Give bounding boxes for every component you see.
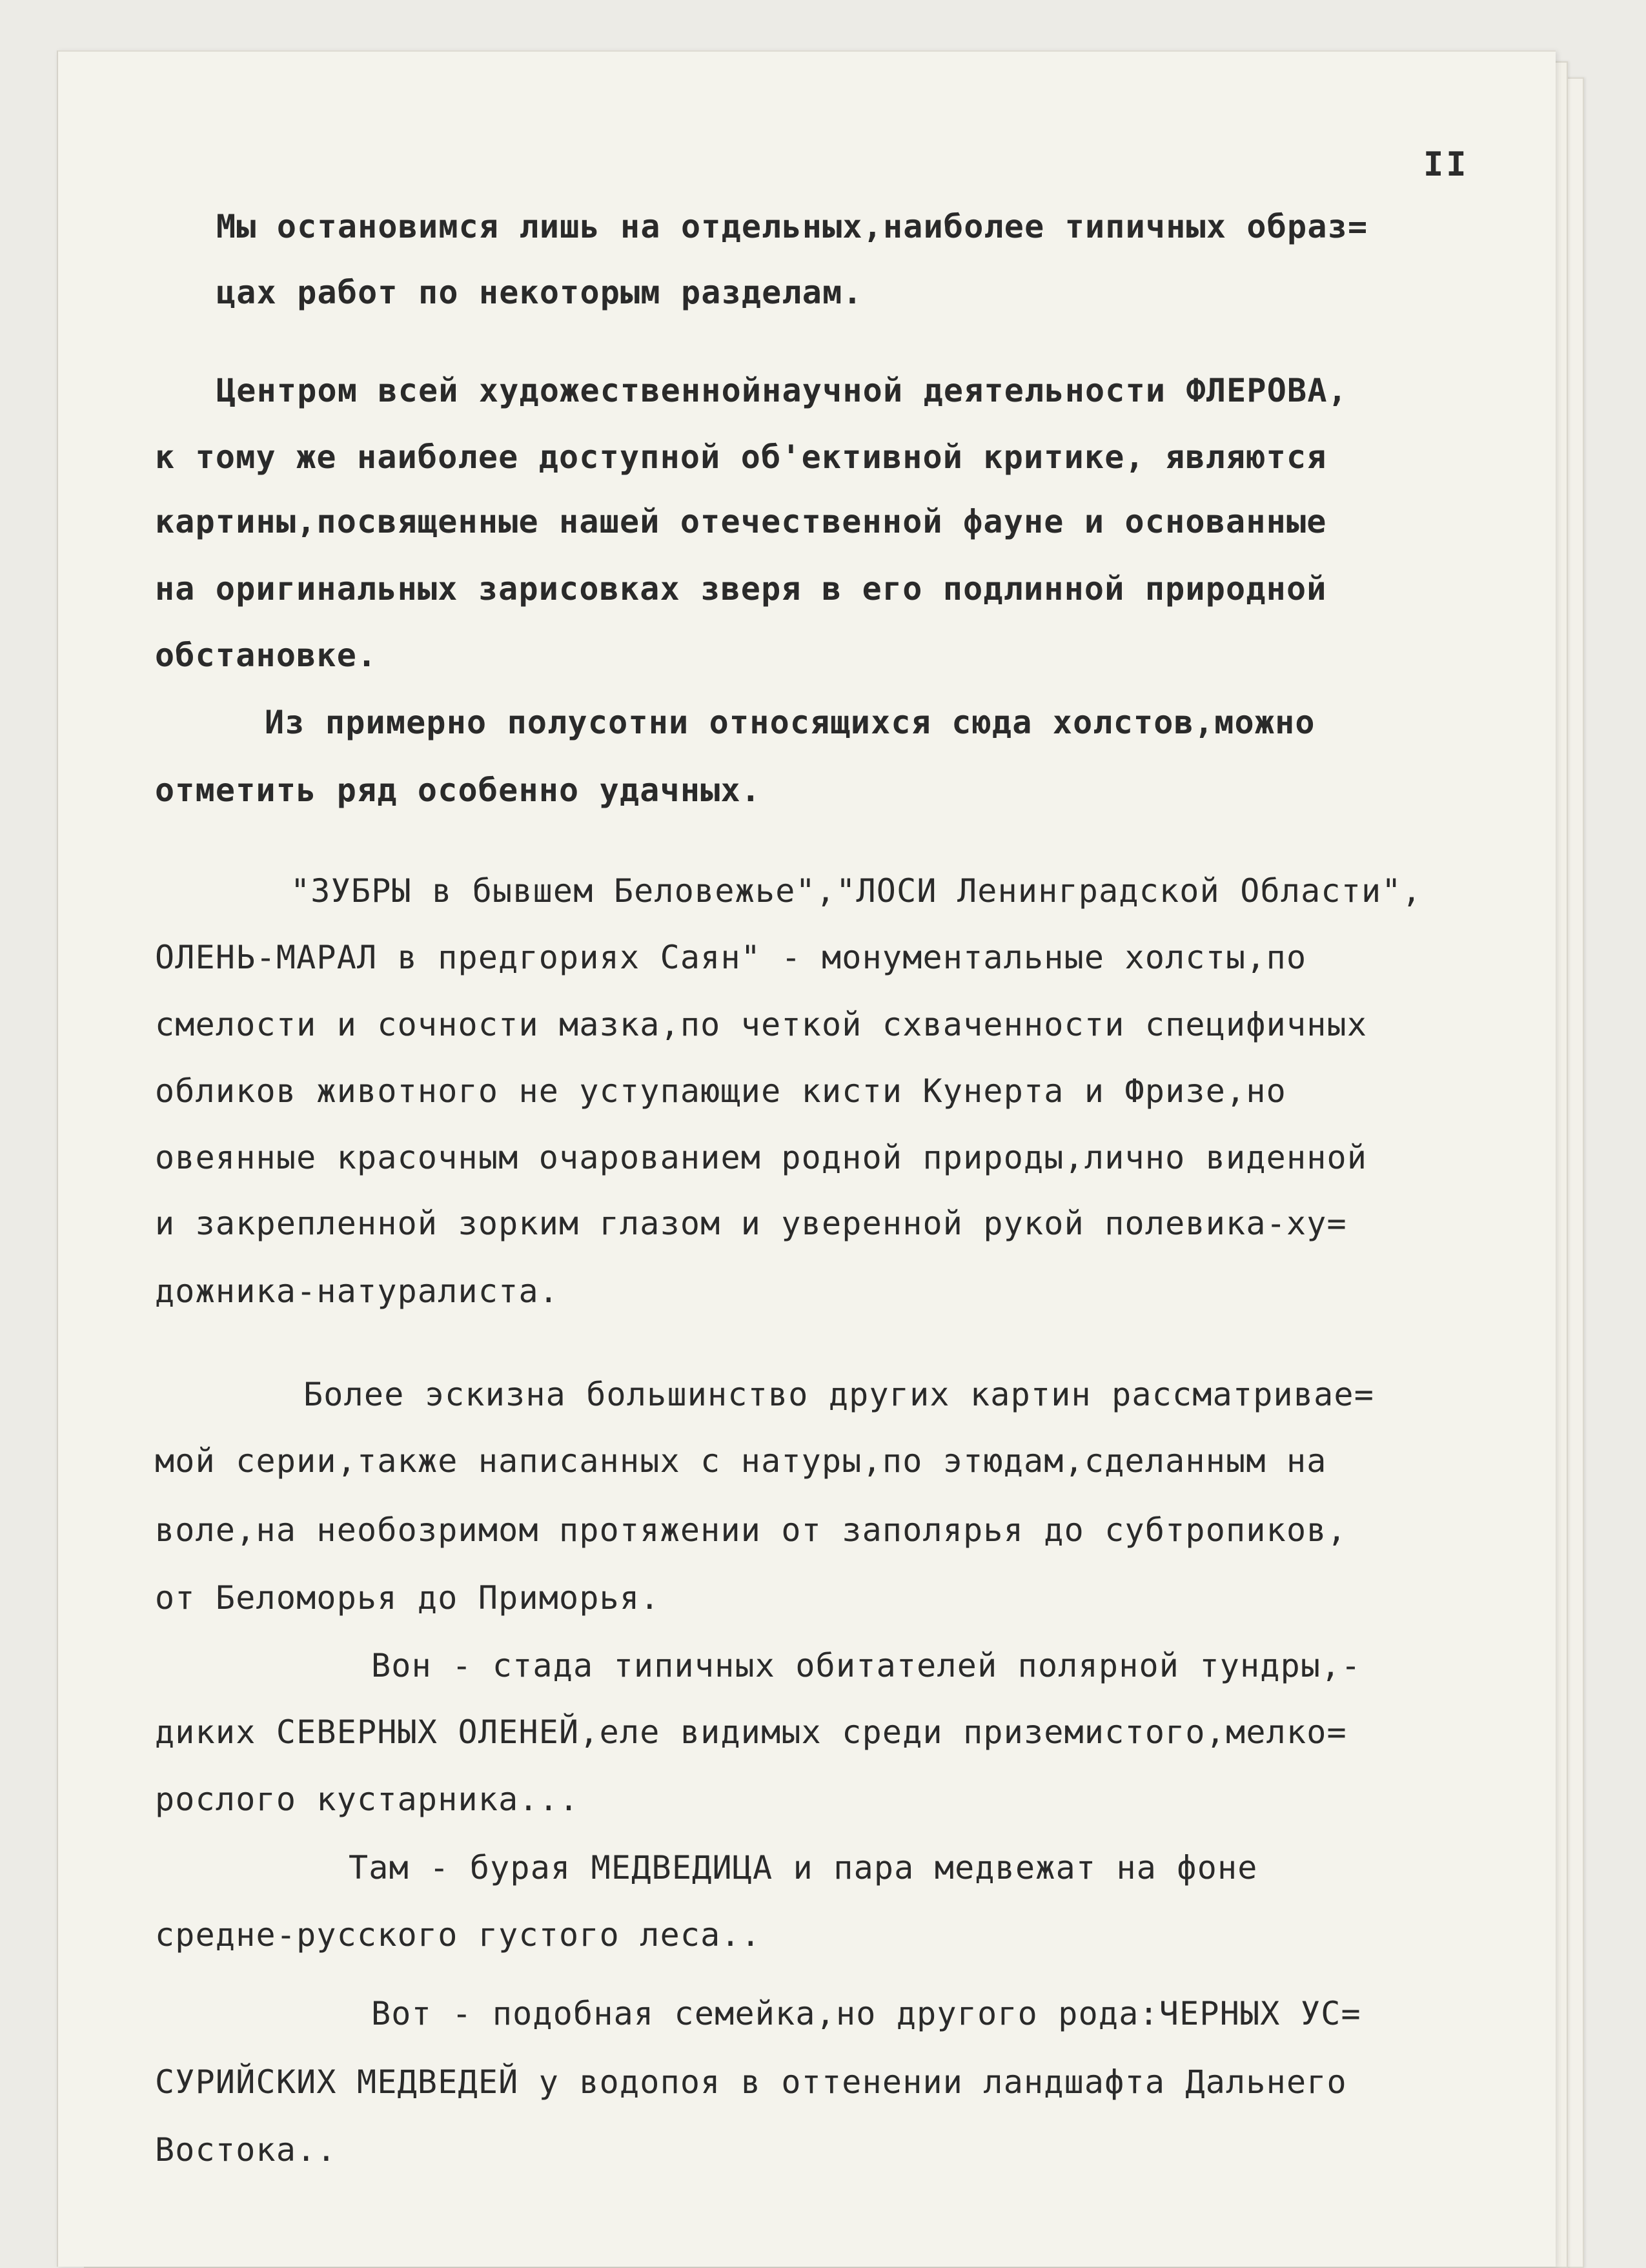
page-number: II [1423,145,1469,184]
text-line: смелости и сочности мазка,по четкой схваченности специфичных [155,1006,1368,1043]
text-line: обликов животного не уступающие кисти Кунерта и Фризе,но [155,1072,1286,1110]
text-line: Центром всей художественнойнаучной деятельности ФЛЕРОВА, [216,372,1348,409]
text-line: Из примерно полусотни относящихся сюда холстов,можно [265,704,1316,741]
text-line: "ЗУБРЫ в бывшем Беловежье","ЛОСИ Ленинградской Области", [290,872,1422,910]
text-line: мой серии,также написанных с натуры,по этюдам,сделанным на [155,1442,1327,1480]
text-line: Более эскизна большинство других картин рассматривае= [303,1376,1375,1413]
text-line: Вон - стада типичных обитателей полярной тундры,- [371,1647,1361,1684]
text-line: Востока.. [155,2131,337,2169]
text-line: отметить ряд особенно удачных. [155,771,762,809]
text-line: воле,на необозримом протяжении от заполярья до субтропиков, [155,1511,1347,1549]
text-line: на оригинальных зарисовках зверя в его подлинной природной [155,570,1327,608]
text-line: диких СЕВЕРНЫХ ОЛЕНЕЙ,еле видимых среди приземистого,мелко= [155,1713,1347,1751]
text-line: Там - бурая МЕДВЕДИЦА и пара медвежат на фоне [349,1849,1258,1886]
text-line: цах работ по некоторым разделам. [216,274,863,311]
text-line: и закрепленной зорким глазом и уверенной рукой полевика-ху= [155,1205,1347,1242]
text-line: овеянные красочным очарованием родной природы,лично виденной [155,1139,1368,1176]
text-line: к тому же наиболее доступной об'ективной критике, являются [155,438,1327,476]
text-line: картины,посвященные нашей отечественной фауне и основанные [155,503,1327,540]
text-line: средне-русского густого леса.. [155,1916,762,1954]
text-line: СУРИЙСКИХ МЕДВЕДЕЙ у водопоя в оттенении ландшафта Дальнего [155,2063,1347,2101]
text-line: обстановке. [155,637,378,674]
text-line: Вот - подобная семейка,но другого рода:ЧЕРНЫХ УС= [371,1995,1361,2032]
text-line: рослого кустарника... [155,1781,580,1818]
text-line: ОЛЕНЬ-МАРАЛ в предгориях Саян" - монументальные холсты,по [155,939,1307,976]
text-line: от Беломорья до Приморья. [155,1579,660,1617]
text-line: дожника-натуралиста. [155,1272,560,1310]
text-line: Мы остановимся лишь на отдельных,наиболее типичных образ= [216,208,1368,245]
